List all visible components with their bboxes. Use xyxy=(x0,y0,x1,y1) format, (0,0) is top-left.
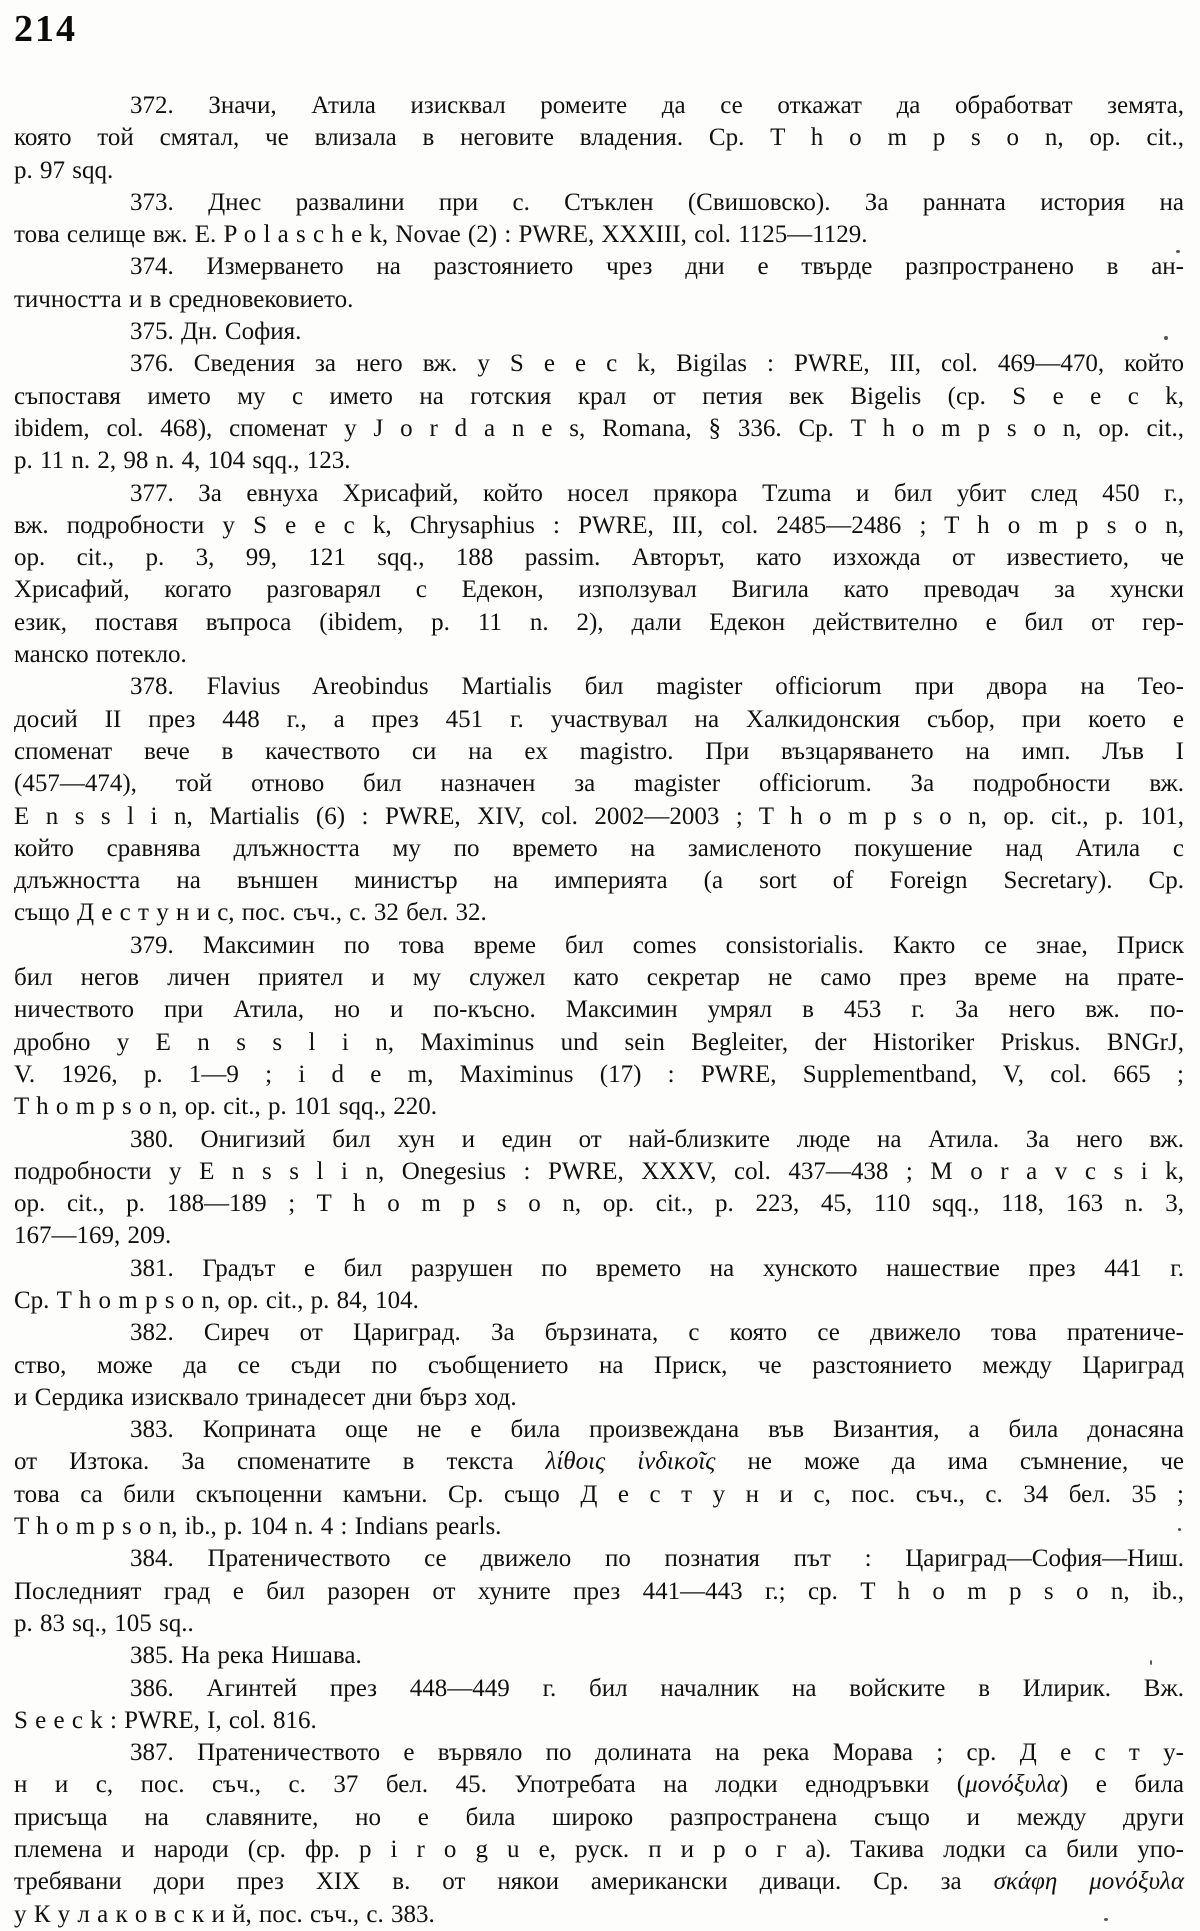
footnote-380-line-1: 380. Онигизий бил хун и един от най-близките люде на Атила. За него вж. xyxy=(130,1125,1184,1153)
footnote-380-line-3: op. cit., p. 188—189 ; T h o m p s o n, op. cit., p. 223, 45, 110 sqq., 118, 163 n. 3, xyxy=(14,1190,1184,1218)
footnote-380-line-2: подробности у E n s s l i n, Onegesius : PWRE, XXXV, col. 437—438 ; M o r a v c s i k, xyxy=(14,1157,1184,1185)
footnote-377-line-5: език, поставя въпроса (ibidem, p. 11 n. 2), дали Едекон действително е бил от гер- xyxy=(14,608,1184,636)
footnote-377-line-1: 377. За евнуха Хрисафий, който носел прякора Tzuma и бил убит след 450 г., xyxy=(130,479,1184,507)
footnote-373 xyxy=(14,187,1184,252)
footnote-381-line-2: Ср. T h o m p s o n, op. cit., p. 84, 104. xyxy=(14,1286,419,1314)
scan-speck xyxy=(1164,336,1168,340)
footnote-373-line-1: 373. Днес развалини при с. Стъклен (Свишовско). За ранната история на xyxy=(130,188,1184,216)
footnote-377-line-2: вж. подробности у S e e c k, Chrysaphius : PWRE, III, col. 2485—2486 ; T h o m p s o n, xyxy=(14,511,1184,539)
footnote-384-line-2: Последният град е бил разорен от хуните през 441—443 г.; ср. T h o m p s o n, ib., xyxy=(14,1577,1184,1605)
footnotes-section xyxy=(14,90,1184,1931)
footnote-383-line-1: 383. Коприната още не е била произвеждана във Византия, а била донасяна xyxy=(130,1416,1184,1444)
footnote-378-line-6: който сравнява длъжността му по времето на замисленото покушение над Атила с xyxy=(14,834,1184,862)
footnote-382-line-1: 382. Сиреч от Цариград. За бързината, с която се движело това пратениче- xyxy=(130,1319,1184,1347)
page-number: 214 xyxy=(14,8,77,50)
footnote-379-line-1: 379. Максимин по това време бил comes consistorialis. Както се знае, Приск xyxy=(130,931,1184,959)
footnote-386-line-2: S e e c k : PWRE, I, col. 816. xyxy=(14,1706,317,1734)
footnote-387-line-1: 387. Пратеничеството е вървяло по долината на река Морава ; ср. Д е с т у- xyxy=(130,1739,1184,1767)
footnote-382-line-3: и Сердика изисквало тринадесет дни бърз ход. xyxy=(14,1383,517,1411)
scan-speck xyxy=(1104,1918,1108,1921)
footnote-387-line-3: присъща на славяните, но е била широко разпространена също и между други xyxy=(14,1803,1184,1831)
footnote-383 xyxy=(14,1414,1184,1543)
footnote-375 xyxy=(14,316,1184,348)
footnote-378-line-3: споменат вече в качеството си на ex magistro. При възцаряването на имп. Лъв I xyxy=(14,737,1184,765)
footnote-383-line-4: T h o m p s o n, ib., p. 104 n. 4 : Indians pearls. xyxy=(14,1513,502,1541)
footnote-387-line-2: н и с, пос. съч., с. 37 бел. 45. Употребата на лодки еднодръвки (μονόξυλα) е била xyxy=(14,1771,1185,1799)
footnote-382-line-2: ство, може да се съди по съобщението на Приск, че разстоянието между Цариград xyxy=(14,1351,1184,1379)
footnote-383-line-3: това са били скъпоценни камъни. Ср. също Д е с т у н и с, пос. съч., с. 34 бел. 35 ; xyxy=(14,1480,1184,1508)
footnote-376-line-2: съпоставя името му с името на готския крал от петия век Bigelis (ср. S e e c k, xyxy=(14,382,1184,410)
footnote-386-line-1: 386. Агинтей през 448—449 г. бил началник на войските в Илирик. Вж. xyxy=(130,1674,1184,1702)
footnote-376-line-1: 376. Сведения за него вж. у S e e c k, Bigilas : PWRE, III, col. 469—470, който xyxy=(130,350,1184,378)
footnote-382 xyxy=(14,1317,1184,1414)
footnote-384-line-3: p. 83 sq., 105 sq.. xyxy=(14,1609,194,1637)
footnote-379-line-2: бил негов личен приятел и му служел като секретар не само през време на прате- xyxy=(14,964,1184,992)
footnote-381 xyxy=(14,1253,1184,1318)
footnote-378-line-7: длъжността на външен министър на империята (a sort of Foreign Secretary). Ср. xyxy=(14,867,1184,895)
footnote-373-line-2: това селище вж. Е. P o l a s c h e k, Novae (2) : PWRE, XXXIII, col. 1125—1129. xyxy=(14,221,868,249)
footnote-380-line-4: 167—169, 209. xyxy=(14,1222,172,1250)
footnote-379-line-3: ничеството при Атила, но и по-късно. Максимин умрял в 453 г. За него вж. по- xyxy=(14,996,1184,1024)
footnote-374-line-2: тичността и в средновековието. xyxy=(14,285,354,313)
footnote-375-line-1: 375. Дн. София. xyxy=(130,318,302,346)
scan-speck xyxy=(1176,250,1180,253)
footnote-386 xyxy=(14,1673,1184,1738)
footnote-378 xyxy=(14,671,1184,929)
footnote-378-line-8: също Д е с т у н и с, пос. съч., с. 32 бел. 32. xyxy=(14,899,487,927)
scan-speck xyxy=(1178,1528,1181,1531)
footnote-379-line-4: дробно у E n s s l i n, Maximinus und sein Begleiter, der Historiker Priskus. BNGrJ, xyxy=(14,1028,1184,1056)
footnote-385-line-1: 385. На река Нишава. xyxy=(130,1642,362,1670)
footnote-377-line-4: Хрисафий, когато разговарял с Едекон, използувал Вигила като преводач за хунски xyxy=(14,576,1184,604)
footnote-387-line-5: требявани дори през XIX в. от някои американски диваци. Ср. за σκάφη μονόξυλα xyxy=(14,1868,1184,1896)
footnote-387-line-6: у К у л а к о в с к и й, пос. съч., с. 383. xyxy=(14,1900,435,1928)
footnote-372-line-1: 372. Значи, Атила изисквал ромеите да се откажат да обработват земята, xyxy=(130,92,1184,119)
footnote-380 xyxy=(14,1124,1184,1253)
scan-speck xyxy=(1150,1660,1152,1665)
footnote-372-line-3: p. 97 sqq. xyxy=(14,156,114,184)
footnote-381-line-1: 381. Градът е бил разрушен по времето на хунското нашествие през 441 г. xyxy=(130,1254,1184,1282)
footnote-379-line-6: T h o m p s o n, op. cit., p. 101 sqq., 220. xyxy=(14,1093,437,1121)
footnote-377-line-3: op. cit., p. 3, 99, 121 sqq., 188 passim. Авторът, като изхожда от известието, че xyxy=(14,544,1184,572)
footnote-383-line-2: от Изтока. За споменатите в текста λίθοις ἰνδικοῖς не може да има съмнение, че xyxy=(14,1448,1185,1476)
footnote-377 xyxy=(14,478,1184,672)
footnote-387 xyxy=(14,1737,1184,1931)
footnote-374 xyxy=(14,251,1184,316)
footnote-385 xyxy=(14,1640,1184,1672)
footnote-384-line-1: 384. Пратеничеството се движело по познатия път : Цариград—София—Ниш. xyxy=(130,1545,1184,1573)
footnote-376-line-4: p. 11 n. 2, 98 n. 4, 104 sqq., 123. xyxy=(14,447,351,475)
footnote-378-line-2: досий II през 448 г., а през 451 г. участвувал на Халкидонския събор, при което е xyxy=(14,705,1184,733)
footnote-372 xyxy=(14,90,1184,187)
footnote-374-line-1: 374. Измерването на разстоянието чрез дни е твърде разпространено в ан- xyxy=(130,253,1184,281)
footnote-378-line-1: 378. Flavius Areobindus Martialis бил magister officiorum при двора на Тео- xyxy=(130,673,1184,701)
footnote-372-line-2: която той смятал, че влизала в неговите владения. Ср. T h o m p s o n, op. cit., xyxy=(14,124,1184,152)
footnote-376-line-3: ibidem, col. 468), споменат у J o r d a n e s, Romana, § 336. Ср. T h o m p s o n, op. cit., xyxy=(14,414,1184,442)
footnote-377-line-6: манско потекло. xyxy=(14,641,187,669)
footnote-378-line-5: E n s s l i n, Martialis (6) : PWRE, XIV, col. 2002—2003 ; T h o m p s o n, op. cit., p. 101, xyxy=(14,802,1184,830)
footnote-384 xyxy=(14,1543,1184,1640)
footnote-387-line-4: племена и народи (ср. фр. p i r o g u e, руск. п и р о г а). Такива лодки са били упо- xyxy=(14,1836,1184,1864)
footnote-379-line-5: V. 1926, p. 1—9 ; i d e m, Maximinus (17) : PWRE, Supplementband, V, col. 665 ; xyxy=(14,1060,1184,1088)
footnote-376 xyxy=(14,348,1184,477)
footnote-378-line-4: (457—474), той отново бил назначен за magister officiorum. За подробности вж. xyxy=(14,770,1184,798)
footnote-379 xyxy=(14,930,1184,1124)
